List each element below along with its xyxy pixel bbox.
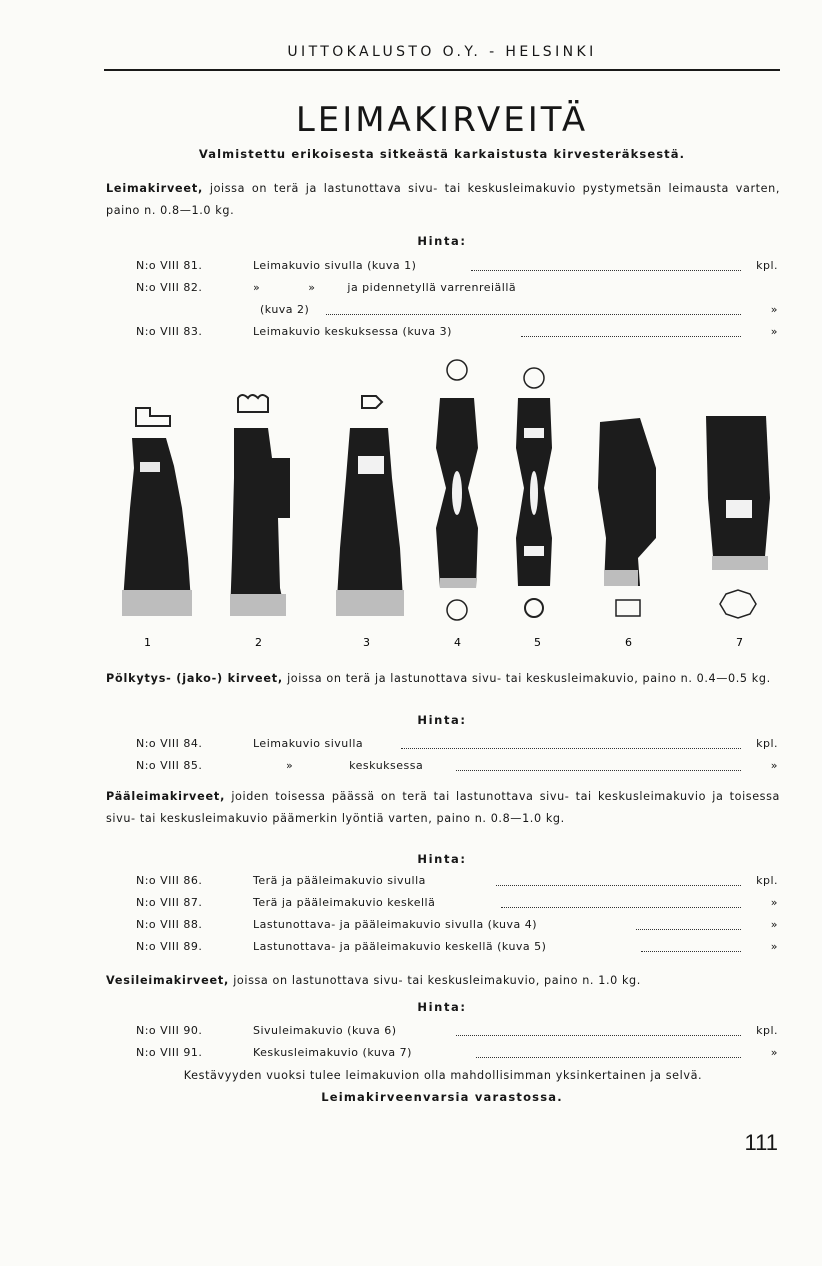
figure-label: 5 bbox=[534, 636, 541, 649]
item-description: Leimakuvio sivulla bbox=[253, 737, 364, 750]
axe-6-face bbox=[604, 570, 638, 586]
axe-2-body bbox=[230, 428, 290, 616]
dot-leader bbox=[521, 336, 741, 337]
price-row bbox=[136, 737, 780, 759]
figure-label: 2 bbox=[255, 636, 262, 649]
item-code: N:o VIII 84. bbox=[136, 737, 203, 750]
item-description: » keskuksessa bbox=[286, 759, 424, 772]
dot-leader bbox=[326, 314, 741, 315]
price-row-continued bbox=[136, 303, 780, 325]
page-header: UITTOKALUSTO O.Y. - HELSINKI bbox=[287, 44, 597, 60]
item-code: N:o VIII 91. bbox=[136, 1046, 203, 1059]
axe-7-face bbox=[712, 556, 768, 570]
footer-note-bold: Leimakirveenvarsia varastossa. bbox=[321, 1090, 563, 1104]
stamp-shape-2 bbox=[238, 395, 268, 412]
figure-label: 7 bbox=[736, 636, 743, 649]
dot-leader bbox=[401, 748, 741, 749]
section-4-heading: Vesileimakirveet, bbox=[106, 974, 230, 987]
price-row bbox=[136, 1024, 780, 1046]
axe-6-illustration bbox=[598, 418, 656, 616]
axe-1-blade bbox=[122, 590, 192, 616]
section-2-text: joissa on terä ja lastunottava sivu- tai keskusleimakuvio, paino n. 0.4—0.5 kg. bbox=[282, 672, 771, 685]
item-code: N:o VIII 82. bbox=[136, 281, 203, 294]
price-row bbox=[136, 918, 780, 940]
item-description-continued: (kuva 2) bbox=[260, 303, 310, 316]
figure-label: 3 bbox=[363, 636, 370, 649]
item-unit: » bbox=[770, 918, 778, 931]
stamp-shape-1 bbox=[136, 408, 170, 426]
item-description: Lastunottava- ja pääleimakuvio sivulla (kuva 4) bbox=[253, 918, 538, 931]
price-row bbox=[136, 325, 780, 347]
section-2-price-label: Hinta: bbox=[417, 713, 467, 727]
item-description: Keskusleimakuvio (kuva 7) bbox=[253, 1046, 412, 1059]
dot-leader bbox=[501, 907, 741, 908]
item-description: Terä ja pääleimakuvio keskellä bbox=[253, 896, 436, 909]
section-3-heading: Pääleimakirveet, bbox=[106, 790, 226, 803]
section-2-description bbox=[106, 668, 780, 690]
axe-4-face bbox=[440, 578, 476, 588]
item-description: Leimakuvio sivulla (kuva 1) bbox=[253, 259, 417, 272]
figure-label: 6 bbox=[625, 636, 632, 649]
axe-2-illustration bbox=[230, 395, 290, 616]
item-description: Lastunottava- ja pääleimakuvio keskellä (kuva 5) bbox=[253, 940, 547, 953]
item-unit: » bbox=[770, 940, 778, 953]
section-1-heading: Leimakirveet, bbox=[106, 182, 204, 195]
item-unit: » bbox=[770, 303, 778, 316]
axe-3-illustration bbox=[336, 396, 404, 616]
figure-label: 4 bbox=[454, 636, 461, 649]
axe-5-eye-bottom bbox=[524, 546, 544, 556]
price-row bbox=[136, 940, 780, 962]
item-unit: » bbox=[770, 1046, 778, 1059]
price-row bbox=[136, 1046, 780, 1068]
item-code: N:o VIII 88. bbox=[136, 918, 203, 931]
dot-leader bbox=[496, 885, 741, 886]
axe-6-body bbox=[598, 418, 656, 586]
axe-4-eye bbox=[452, 471, 462, 515]
item-unit: » bbox=[770, 325, 778, 338]
stamp-shape-3 bbox=[362, 396, 382, 408]
stamp-circle-bottom-4 bbox=[447, 600, 467, 620]
item-code: N:o VIII 86. bbox=[136, 874, 203, 887]
section-4-text: joissa on lastunottava sivu- tai keskusleimakuvio, paino n. 1.0 kg. bbox=[229, 974, 641, 987]
stamp-circle-top-5 bbox=[524, 368, 544, 388]
item-unit: kpl. bbox=[756, 874, 778, 887]
price-row bbox=[136, 896, 780, 918]
item-description: Leimakuvio keskuksessa (kuva 3) bbox=[253, 325, 452, 338]
stamp-circle-top-4 bbox=[447, 360, 467, 380]
page-subtitle: Valmistettu erikoisesta sitkeästä karkaistusta kirvesteräksestä. bbox=[198, 147, 686, 161]
item-code: N:o VIII 85. bbox=[136, 759, 203, 772]
stamp-octagon-7 bbox=[720, 590, 756, 618]
axe-5-eye bbox=[530, 471, 538, 515]
item-unit: » bbox=[770, 759, 778, 772]
item-unit: » bbox=[770, 896, 778, 909]
price-row bbox=[136, 759, 780, 781]
footer-note: Kestävyyden vuoksi tulee leimakuvion olla mahdollisimman yksinkertainen ja selvä. bbox=[183, 1069, 703, 1082]
section-2-heading: Pölkytys- (jako-) kirveet, bbox=[106, 672, 283, 685]
item-description: Sivuleimakuvio (kuva 6) bbox=[253, 1024, 397, 1037]
axe-1-illustration bbox=[122, 408, 192, 616]
item-description: » » ja pidennetyllä varrenreiällä bbox=[253, 281, 517, 294]
dot-leader bbox=[636, 929, 741, 930]
item-code: N:o VIII 90. bbox=[136, 1024, 203, 1037]
dot-leader bbox=[471, 270, 741, 271]
section-3-price-label: Hinta: bbox=[417, 852, 467, 866]
axe-3-blade bbox=[336, 590, 404, 616]
axe-7-body bbox=[706, 416, 770, 568]
figure-label: 1 bbox=[144, 636, 151, 649]
price-row bbox=[136, 874, 780, 896]
section-3-description bbox=[106, 786, 780, 830]
section-1-description bbox=[106, 178, 780, 222]
header-rule bbox=[104, 69, 780, 71]
axe-5-eye-top bbox=[524, 428, 544, 438]
stamp-rect-6 bbox=[616, 600, 640, 616]
item-unit: kpl. bbox=[756, 737, 778, 750]
axe-7-eye bbox=[726, 500, 752, 518]
section-3-text: joiden toisessa päässä on terä tai lastunottava sivu- tai keskusleimakuvio ja toisessa sivu- tai keskusleimakuvio päämerkin lyöntiä varten, paino n. 0.8—1.0 kg. bbox=[106, 790, 780, 825]
axe-1-stamp-face bbox=[140, 462, 160, 472]
page-title: LEIMAKIRVEITÄ bbox=[295, 100, 589, 140]
item-code: N:o VIII 81. bbox=[136, 259, 203, 272]
dot-leader bbox=[456, 770, 741, 771]
dot-leader bbox=[456, 1035, 741, 1036]
axe-5-illustration bbox=[516, 368, 552, 617]
axe-illustrations bbox=[100, 358, 790, 653]
price-row bbox=[136, 281, 780, 303]
page-number: 111 bbox=[744, 1130, 778, 1155]
section-1-price-label: Hinta: bbox=[417, 234, 467, 248]
section-1-text: joissa on terä ja lastunottava sivu- tai keskusleimakuvio pystymetsän leimausta varten, paino n. 0.8—1.0 kg. bbox=[106, 182, 780, 217]
item-code: N:o VIII 89. bbox=[136, 940, 203, 953]
axe-3-eye bbox=[358, 456, 384, 474]
axe-2-blade bbox=[230, 594, 286, 616]
axe-7-illustration bbox=[706, 416, 770, 618]
stamp-circle-bottom-5 bbox=[525, 599, 543, 617]
item-unit: kpl. bbox=[756, 259, 778, 272]
item-unit: kpl. bbox=[756, 1024, 778, 1037]
price-row bbox=[136, 259, 780, 281]
axe-4-illustration bbox=[436, 360, 478, 620]
item-code: N:o VIII 83. bbox=[136, 325, 203, 338]
dot-leader bbox=[641, 951, 741, 952]
dot-leader bbox=[476, 1057, 741, 1058]
section-4-description bbox=[106, 970, 780, 992]
section-4-price-label: Hinta: bbox=[417, 1000, 467, 1014]
item-description: Terä ja pääleimakuvio sivulla bbox=[253, 874, 426, 887]
item-code: N:o VIII 87. bbox=[136, 896, 203, 909]
